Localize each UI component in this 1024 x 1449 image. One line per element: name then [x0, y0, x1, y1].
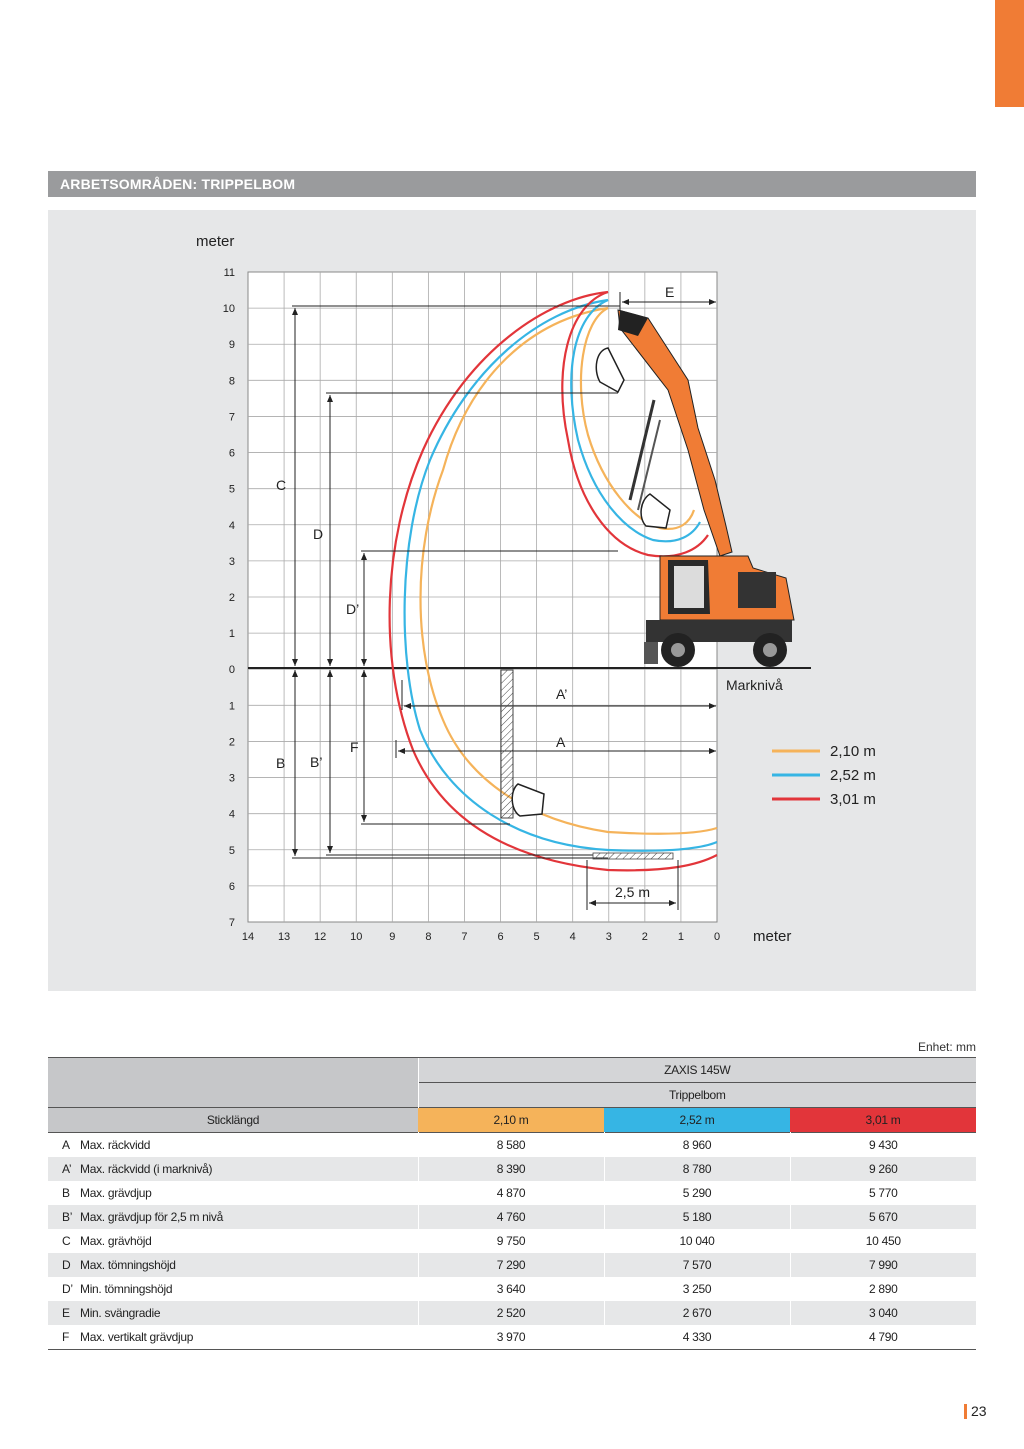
- y-tick-labels: [223, 267, 235, 929]
- y-tick-label: 8: [228, 375, 235, 388]
- row-label: Max. räckvidd (i marknivå): [80, 1162, 213, 1176]
- y-tick-label: 3: [228, 772, 235, 785]
- row-label: Max. räckvidd: [80, 1138, 151, 1152]
- value-cell: 9 750: [418, 1229, 604, 1253]
- y-tick-label: 5: [228, 483, 235, 496]
- y-tick-label: 7: [228, 917, 235, 929]
- working-range-svg: [48, 210, 976, 991]
- row-label-cell: [48, 1325, 418, 1350]
- value-cell: 2 670: [604, 1301, 790, 1325]
- row-code: F: [62, 1330, 70, 1344]
- value-cell: 7 290: [418, 1253, 604, 1277]
- x-tick-label: 5: [533, 931, 540, 943]
- unit-note: Enhet: mm: [917, 1040, 976, 1054]
- y-tick-label: 6: [228, 447, 235, 460]
- value-cell: 8 580: [418, 1133, 604, 1158]
- row-code: D’: [62, 1282, 73, 1296]
- value-cell: 10 450: [865, 1234, 901, 1248]
- y-tick-label: 2: [228, 592, 235, 604]
- value-cell: 8 780: [604, 1157, 790, 1181]
- value-cell: 2 520: [418, 1301, 604, 1325]
- y-tick-label: 4: [228, 519, 235, 532]
- row-label-cell: [48, 1277, 418, 1301]
- value-cell: 7 990: [790, 1253, 976, 1277]
- value-cell: 5 290: [604, 1181, 790, 1205]
- label-D: D: [313, 526, 324, 542]
- spec-rows: [48, 1133, 976, 1350]
- boom-header: Trippelbom: [418, 1083, 976, 1108]
- value-cell: 9 260: [790, 1157, 976, 1181]
- column-header-2-52: 2,52 m: [604, 1108, 790, 1133]
- x-tick-label: 10: [350, 931, 363, 943]
- value-cell: 3 250: [604, 1277, 790, 1301]
- column-header-2-10: 2,10 m: [418, 1108, 604, 1133]
- x-tick-label: 6: [497, 931, 504, 943]
- x-tick-label: 9: [389, 931, 396, 943]
- table-row: [48, 1301, 976, 1325]
- label-E: E: [665, 284, 675, 300]
- value-cell: 3 970: [418, 1325, 604, 1350]
- x-tick-label: 12: [314, 931, 327, 943]
- value-cell: 5 770: [868, 1186, 898, 1200]
- value-cell: 3 040: [790, 1301, 976, 1325]
- table-row: [48, 1133, 976, 1158]
- row-code: B’: [62, 1210, 73, 1224]
- value-cell: 4 870: [418, 1181, 604, 1205]
- label-A: A: [556, 734, 566, 750]
- value-cell: 4 760: [418, 1205, 604, 1229]
- orange-page-tab: [995, 0, 1024, 107]
- row-label: Max. grävhöjd: [80, 1234, 152, 1248]
- y-tick-label: 10: [222, 303, 235, 316]
- y-tick-label: 5: [228, 844, 235, 857]
- row-code: E: [62, 1306, 70, 1320]
- y-tick-label: 0: [228, 664, 235, 677]
- legend: [772, 743, 876, 808]
- row-code: B: [62, 1186, 70, 1200]
- row-label: Min. svängradie: [80, 1306, 161, 1320]
- x-tick-label: 13: [277, 931, 291, 943]
- row-code: D: [62, 1258, 71, 1272]
- x-tick-label: 0: [713, 931, 721, 943]
- row-label-cell: [48, 1157, 418, 1181]
- value-cell: 4 330: [604, 1325, 790, 1350]
- trench-bottom-hatch: [593, 853, 673, 859]
- x-tick-label: 4: [569, 931, 576, 943]
- y-tick-label: 3: [228, 555, 235, 568]
- y-tick-label: 4: [228, 808, 235, 821]
- table-row: [48, 1157, 976, 1181]
- row-label-cell: [48, 1253, 418, 1277]
- x-tick-label: 14: [241, 931, 255, 943]
- working-range-diagram: [48, 210, 976, 991]
- legend-label-0: 2,10 m: [830, 743, 876, 760]
- x-tick-label: 7: [461, 931, 468, 943]
- table-row: [48, 1277, 976, 1301]
- row-label-cell: [48, 1205, 418, 1229]
- value-cell: 8 390: [418, 1157, 604, 1181]
- x-tick-label: 8: [425, 931, 432, 943]
- label-trench-width: 2,5 m: [615, 884, 651, 900]
- x-tick-labels: [242, 931, 720, 943]
- y-tick-label: 1: [228, 700, 235, 713]
- arm-length-header: Sticklängd: [48, 1108, 418, 1133]
- table-row: [48, 1229, 976, 1253]
- row-label: Max. grävdjup: [80, 1186, 152, 1200]
- section-title: ARBETSOMRÅDEN: TRIPPELBOM: [48, 171, 976, 197]
- table-row: [48, 1205, 976, 1229]
- y-tick-label: 2: [228, 736, 235, 749]
- page-number: 23: [964, 1404, 987, 1419]
- row-code: A’: [62, 1162, 72, 1176]
- label-F: F: [350, 739, 359, 755]
- value-cell: 8 960: [604, 1133, 790, 1158]
- table-row: [48, 1325, 976, 1350]
- value-cell: 7 570: [604, 1253, 790, 1277]
- row-label-cell: [48, 1229, 418, 1253]
- value-cell: 3 640: [418, 1277, 604, 1301]
- y-tick-label: 6: [228, 880, 235, 893]
- y-tick-label: 1: [228, 628, 235, 641]
- x-unit-label: meter: [753, 928, 792, 945]
- label-C: C: [276, 477, 287, 493]
- y-unit-label: meter: [196, 233, 235, 250]
- ground-level-label: Marknivå: [726, 677, 783, 693]
- label-D-prime: D’: [346, 601, 360, 617]
- row-label-cell: [48, 1301, 418, 1325]
- value-cell: 9 430: [790, 1133, 976, 1158]
- legend-label-2: 3,01 m: [830, 791, 876, 808]
- y-tick-label: 9: [228, 339, 235, 352]
- table-row: [48, 1181, 976, 1205]
- row-label-cell: [48, 1181, 418, 1205]
- vertical-wall-hatch: [501, 670, 513, 818]
- label-B-prime: B’: [310, 754, 323, 770]
- row-label: Max. grävdjup för 2,5 m nivå: [80, 1210, 224, 1224]
- column-header-3-01: 3,01 m: [790, 1108, 976, 1133]
- x-tick-label: 1: [677, 931, 684, 943]
- value-cell: 4 790: [790, 1325, 976, 1350]
- row-label: Max. tömningshöjd: [80, 1258, 176, 1272]
- y-tick-label: 7: [228, 411, 235, 424]
- model-header: ZAXIS 145W: [418, 1058, 976, 1083]
- value-cell: 2 890: [868, 1282, 898, 1296]
- table-row: [48, 1253, 976, 1277]
- spec-table: [48, 1057, 976, 1350]
- label-A-prime: A’: [556, 686, 568, 702]
- value-cell: 10 040: [604, 1229, 790, 1253]
- value-cell: 5 180: [604, 1205, 790, 1229]
- row-label-cell: [48, 1133, 418, 1158]
- label-B: B: [276, 755, 286, 771]
- x-tick-label: 3: [605, 931, 612, 943]
- x-tick-label: 2: [641, 931, 648, 943]
- value-cell: 5 670: [790, 1205, 976, 1229]
- row-label: Min. tömningshöjd: [80, 1282, 173, 1296]
- row-label: Max. vertikalt grävdjup: [80, 1330, 194, 1344]
- row-code: A: [62, 1138, 70, 1152]
- y-tick-label: 11: [223, 267, 235, 279]
- legend-label-1: 2,52 m: [830, 767, 876, 784]
- row-code: C: [62, 1234, 71, 1248]
